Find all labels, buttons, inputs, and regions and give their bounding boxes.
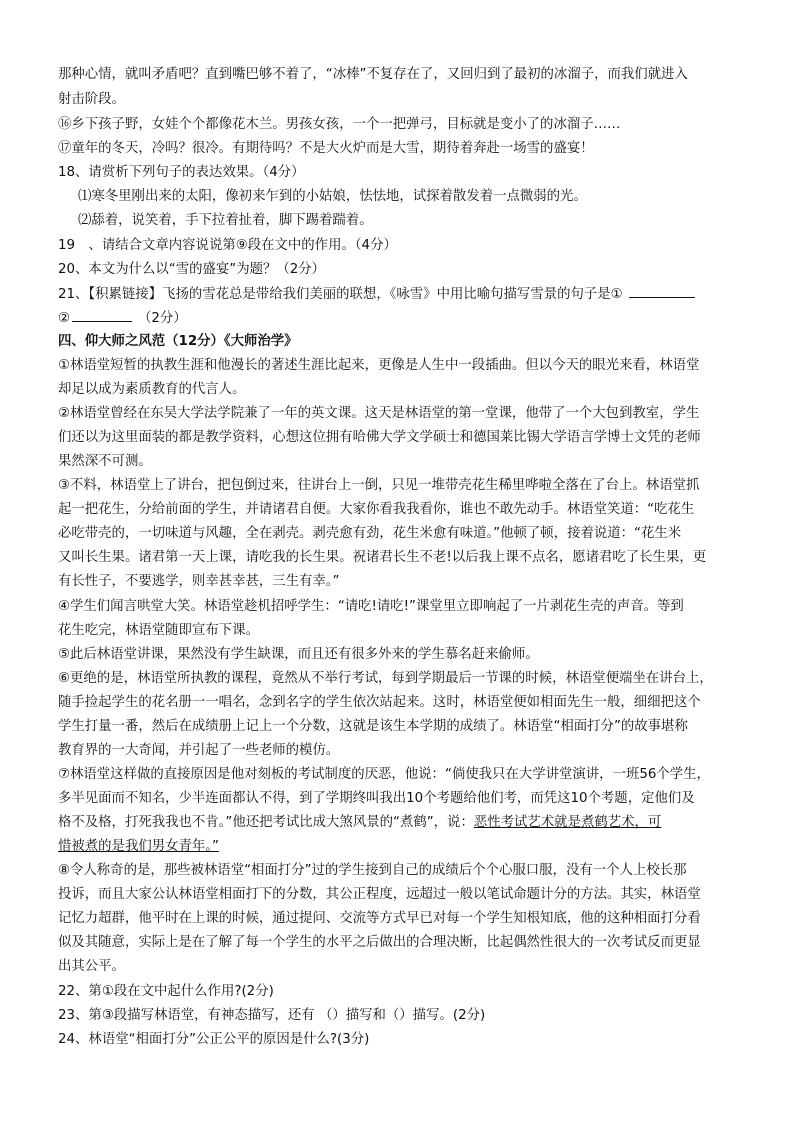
sentence-2: ⑵舔着，说笑着，手下拉着扯着，脚下踢着踹着。	[78, 213, 373, 228]
text-line: ④学生们闻言哄堂大笑。林语堂趁机招呼学生：“请吃!请吃!”课堂里立即响起了一片剥花生壳的声音。等到	[58, 599, 684, 614]
text-line: 又叫长生果。诸君第一天上课，请吃我的长生果。祝诸君长生不老!以后我上课不点名，愿诸君吃了长生果，更	[58, 550, 707, 565]
text-line: 多半见面而不知名，少半连面都认不得，到了学期终叫我出10个考题给他们考，而凭这10个考题，定他们及	[58, 791, 695, 806]
text-line: ③不料，林语堂上了讲台，把包倒过来，往讲台上一倒，只见一堆带壳花生稀里哗啦全落在了台上。林语堂抓	[58, 478, 700, 493]
question-22: 22、第①段在文中起什么作用?(2分)	[58, 984, 274, 999]
text-line: 似及其随意，实际上是在了解了每一个学生的水平之后做出的合理决断，比起偶然性很大的一次考试反而更显	[58, 935, 701, 950]
underlined-quote: 恶性考试艺术就是煮鹤艺术，可	[473, 815, 662, 830]
text-line: ⑦林语堂这样做的直接原因是他对刻板的考试制度的厌恶，他说：“倘使我只在大学讲堂演讲，一班56个学生，	[58, 767, 710, 782]
closing-quote: ”	[212, 839, 219, 854]
text-line: ②林语堂曾经在东吴大学法学院兼了一年的英文课。这天是林语堂的第一堂课，他带了一个大包到教室，学生	[58, 406, 700, 421]
text-line: ⑰童年的冬天，冷吗？很冷。有期待吗？不是大火炉而是大雪，期待着奔赴一场雪的盛宴！	[58, 141, 594, 156]
text-line: ①林语堂短暂的执教生涯和他漫长的著述生涯比起来，更像是人生中一段插曲。但以今天的眼光来看，林语堂	[58, 358, 700, 373]
text-line: 们还以为这里面装的都是教学资料，心想这位拥有哈佛大学文学硕士和德国莱比锡大学语言学博士文凭的老师	[58, 430, 701, 445]
question-21-text: 21、【积累链接】飞扬的雪花总是带给我们美丽的联想，《咏雪》中用比喻句描写雪景的句子是①	[58, 287, 623, 302]
text-line: 射击阶段。	[58, 92, 125, 107]
text-line: 学生打量一番，然后在成绩册上记上一个分数，这就是该生本学期的成绩了。林语堂“相面打分”的故事堪称	[58, 719, 688, 734]
text-line: 记忆力超群，他平时在上课的时候，通过提问、交流等方式早已对每一个学生知根知底，他的这种相面打分看	[58, 911, 701, 926]
question-18: 18、请赏析下列句子的表达效果。（4分）	[58, 165, 305, 180]
answer-blank-2[interactable]	[72, 309, 132, 322]
question-19: 19 、请结合文章内容说说第⑨段在文中的作用。（4分）	[58, 238, 397, 253]
text-line: 随手捡起学生的花名册一一唱名，念到名字的学生依次站起来。这时，林语堂便如相面先生一般，细细把这个	[58, 695, 701, 710]
text-line: 投诉，而且大家公认林语堂相面打下的分数，其公正程度，远超过一般以笔试命题计分的方法。其实，林语堂	[58, 887, 701, 902]
text-line	[58, 814, 661, 832]
text-line: 花生吃完，林语堂随即宣布下课。	[58, 623, 259, 638]
text-line: 出其公平。	[58, 959, 125, 974]
section-heading: 四、仰大师之风范（12分）《大师治学》	[58, 334, 298, 349]
text-line: 起一把花生，分给前面的学生，并请诸君自便。大家你看我我看你，谁也不敢先动手。林语堂笑道：“吃花生	[58, 502, 695, 517]
sentence-1: ⑴寒冬里刚出来的太阳，像初来乍到的小姑娘，怯怯地，试探着散发着一点微弱的光。	[78, 189, 587, 204]
score-label: （2分）	[138, 311, 187, 326]
question-21	[58, 285, 695, 304]
question-20: 20、本文为什么以“雪的盛宴”为题？（2分）	[58, 262, 326, 277]
text-line: ⑤此后林语堂讲课，果然没有学生缺课，而且还有很多外来的学生慕名赶来偷师。	[58, 647, 539, 662]
question-21-cont	[58, 309, 187, 328]
answer-blank-1[interactable]	[629, 285, 695, 298]
text-line: 教育界的一大奇闻，并引起了一些老师的模仿。	[58, 743, 340, 758]
text-line: 必吃带壳的，一切味道与风趣，全在剥壳。剥壳愈有劲，花生米愈有味道。”他顿了顿，接着说道：“花生米	[58, 526, 682, 541]
text-line: ⑥更绝的是，林语堂所执教的课程，竟然从不举行考试，每到学期最后一节课的时候，林语堂便端坐在讲台上，	[58, 671, 713, 686]
underlined-quote-cont: 惜被煮的是我们男女青年。	[58, 839, 212, 854]
text-line: 果然深不可测。	[58, 454, 152, 469]
text-line: ⑧令人称奇的是，那些被林语堂“相面打分”过的学生接到自己的成绩后个个心服口服，没有一个人上校长那	[58, 863, 687, 878]
text-line: ⑯乡下孩子野，女娃个个都像花木兰。男孩女孩，一个一把弹弓，目标就是变小了的冰溜子……	[58, 117, 621, 132]
text-line	[58, 838, 219, 856]
text-line: 那种心情，就叫矛盾吧？直到嘴巴够不着了，“冰棒”不复存在了，又回归到了最初的冰溜子，而我们就进入	[58, 67, 688, 82]
text-line: 有长性子，不要逃学，则幸甚幸甚，三生有幸。”	[58, 574, 340, 589]
question-23: 23、第③段描写林语堂，有神态描写，还有 （）描写和（）描写。(2分)	[58, 1008, 486, 1023]
text-line: 却足以成为素质教育的代言人。	[58, 382, 246, 397]
blank-2-label: ②	[58, 311, 71, 326]
question-24: 24、林语堂“相面打分”公正公平的原因是什么?(3分)	[58, 1032, 370, 1047]
text-segment: 格不及格，打死我我也不肯。”他还把考试比成大煞风景的“煮鹤”，说：	[58, 815, 474, 830]
